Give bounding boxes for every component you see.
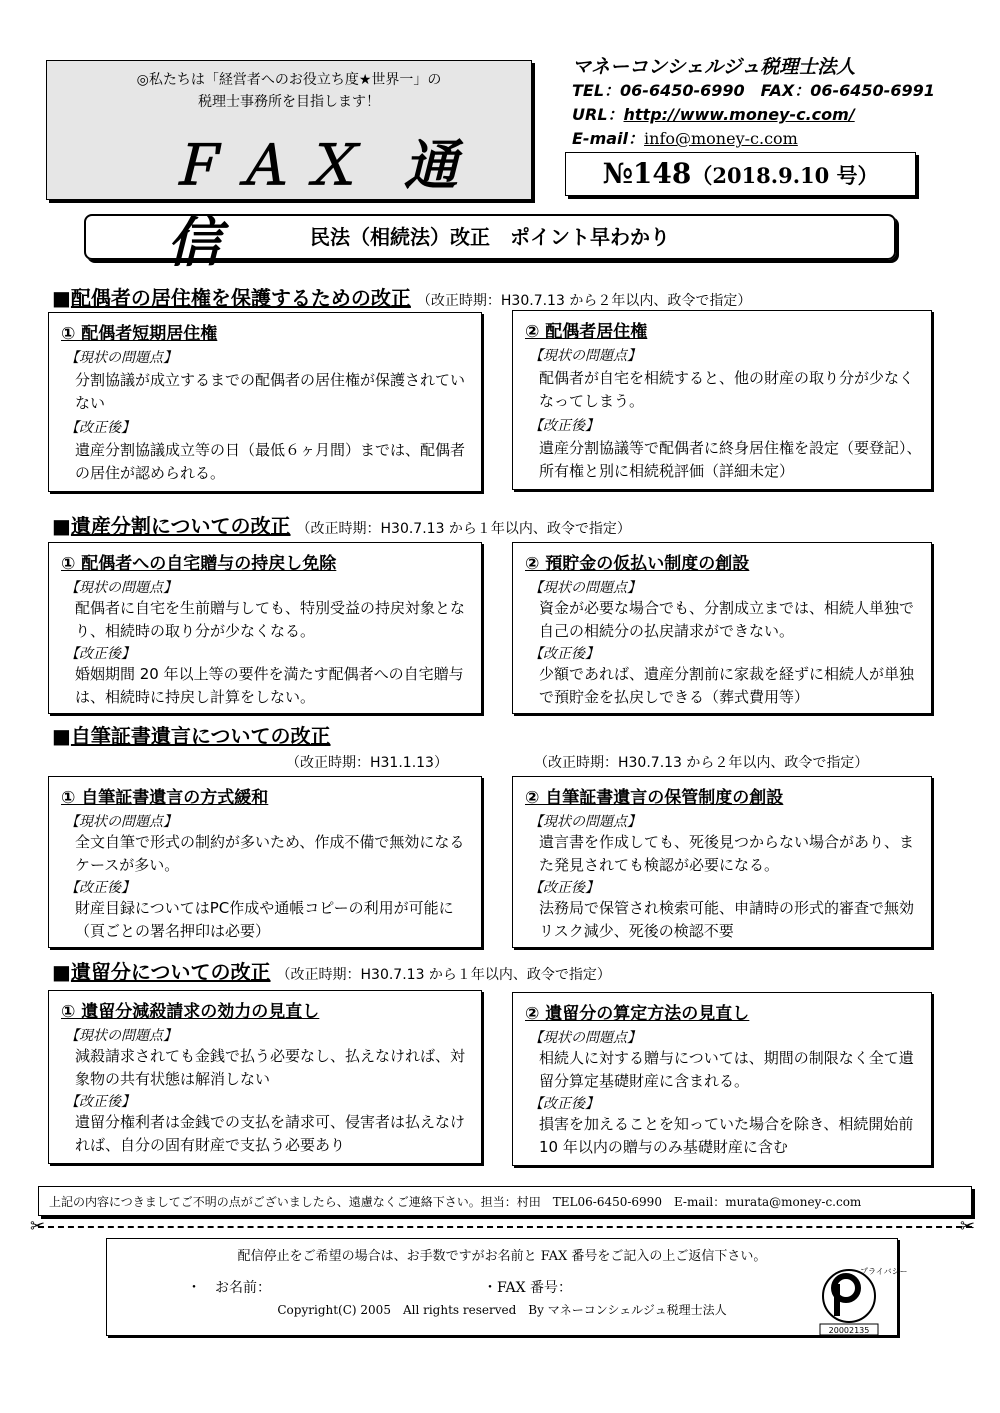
email-line [572,126,798,149]
url-line [572,102,855,125]
section-period-left: （改正時期：H31.1.13） [286,755,448,771]
after-label: 【改正後】 [65,646,135,662]
problem-label: 【現状の問題点】 [65,350,177,366]
section-title: 配偶者の居住権を保護するための改正 [70,286,411,310]
fax-title: ＦＡＸ 通信 [167,134,472,274]
card-title: ① 遺留分減殺請求の効力の見直し [61,1002,320,1022]
tel-fax: TEL：06-6450-6990 FAX：06-6450-6991 [572,81,935,100]
card-title: ② 預貯金の仮払い制度の創設 [525,554,750,574]
card-title: ① 自筆証書遺言の方式緩和 [61,788,269,808]
card-title: ② 遺留分の算定方法の見直し [525,1004,750,1024]
card [512,992,932,1166]
url-link[interactable]: http://www.money-c.com/ [623,105,855,124]
section-heading: ■遺産分割についての改正 （改正時期：H30.7.13 から１年以内、政令で指定） [52,514,631,538]
problem-label: 【現状の問題点】 [529,1030,641,1046]
issue-date: （2018.9.10 号） [691,163,879,188]
problem-label: 【現状の問題点】 [65,1028,177,1044]
after-text: 遺産分割協議等で配偶者に終身居住権を設定（要登記）、所有権と別に相続税評価（詳細未定） [539,439,922,480]
after-text: 損害を加えることを知っていた場合を除き、相続開始前 10 年以内の贈与のみ基礎財産に含む [539,1115,914,1156]
copyright: Copyright(C) 2005 All rights reserved By マネーコンシェルジュ税理士法人 [277,1303,727,1317]
problem-label: 【現状の問題点】 [529,814,641,830]
section-title: 遺留分についての改正 [70,960,271,984]
card [512,310,932,490]
after-text: 遺産分割協議成立等の日（最低６ヶ月間）までは、配偶者の居住が認められる。 [75,441,466,482]
unsubscribe-text: 配信停止をご希望の場合は、お手数ですがお名前と FAX 番号をご記入の上ご返信下さい。 [237,1249,767,1264]
after-text: 法務局で保管され検索可能、申請時の形式的審査で無効リスク減少、死後の検認不要 [539,899,915,940]
scissors-icon: ✂ [30,1216,46,1237]
card [48,542,482,714]
after-label: 【改正後】 [65,1094,135,1110]
card-title: ① 配偶者短期居住権 [61,324,218,344]
fax-field-label[interactable]: ・FAX 番号： [483,1280,573,1296]
problem-text: 遺言書を作成しても、死後見つからない場合があり、また発見されても検認が必要になる。 [539,833,915,874]
problem-text: 分割協議が成立するまでの配偶者の居住権が保護されていない [75,371,466,412]
problem-label: 【現状の問題点】 [65,814,177,830]
after-text: 財産目録についてはPC作成や通帳コピーの利用が可能に（頁ごとの署名押印は必要） [75,899,454,940]
section-heading: ■遺留分についての改正 （改正時期：H30.7.13 から１年以内、政令で指定） [52,960,611,984]
slogan-line-2: 税理士事務所を目指します！ [198,94,380,110]
section-title: 自筆証書遺言についての改正 [70,724,331,748]
card [48,776,482,948]
card-title: ① 配偶者への自宅贈与の持戻し免除 [61,554,337,574]
name-field-label[interactable]: ・ お名前： [187,1280,271,1296]
problem-label: 【現状の問題点】 [529,348,641,364]
section-period: （改正時期：H30.7.13 から１年以内、政令で指定） [276,967,611,983]
unsubscribe-box [106,1238,898,1336]
card [512,542,932,714]
contact-bar: 上記の内容につきましてご不明の点がございましたら、遠慮なくご連絡下さい。担当：村田 TEL06-6450-6990 E-mail：murata@money-c.com [38,1186,972,1216]
firm-name: マネーコンシェルジュ税理士法人 [572,56,856,78]
slogan-line-1: ◎私たちは「経営者へのお役立ち度★世界一」の [136,72,442,88]
card-title: ② 配偶者居住権 [525,322,648,342]
problem-text: 減殺請求されても金銭で払う必要なし、払えなければ、対象物の共有状態は解消しない [75,1047,466,1088]
section-period: （改正時期：H30.7.13 から１年以内、政令で指定） [296,521,631,537]
after-text: 婚姻期間 20 年以上等の要件を満たす配偶者への自宅贈与は、相続時に持戻し計算をしない。 [75,665,464,706]
card [512,776,932,948]
problem-text: 資金が必要な場合でも、分割成立までは、相続人単独で自己の相続分の払戻請求ができない。 [539,599,915,640]
after-label: 【改正後】 [529,418,599,434]
section-period: （改正時期：H30.7.13 から２年以内、政令で指定） [416,293,752,309]
url-label: URL： [572,105,624,124]
section-title: 遺産分割についての改正 [70,514,291,538]
scissors-icon: ✂ [960,1216,976,1237]
section-heading: ■自筆証書遺言についての改正 [52,724,331,748]
slogan [47,69,531,113]
after-text: 遺留分権利者は金銭での支払を請求可、侵害者は払えなければ、自分の固有財産で支払う必要あり [75,1113,466,1154]
problem-label: 【現状の問題点】 [529,580,641,596]
section-period-right: （改正時期：H30.7.13 から２年以内、政令で指定） [534,755,869,771]
pmark-number: 20002135 [828,1326,870,1335]
after-label: 【改正後】 [529,1096,599,1112]
problem-text: 相続人に対する贈与については、期間の制限なく全て遺留分算定基礎財産に含まれる。 [539,1049,914,1090]
after-text: 少額であれば、遺産分割前に家裁を経ずに相続人が単独で預貯金を払戻しできる（葬式費用等） [539,665,915,706]
problem-text: 配偶者が自宅を相続すると、他の財産の取り分が少なくなってしまう。 [539,369,915,410]
issue-box [565,152,916,196]
section-heading: ■配偶者の居住権を保護するための改正 （改正時期：H30.7.13 から２年以内、政令で指定） [52,286,752,310]
issue-number: №148 [602,157,692,190]
privacy-mark-icon [814,1262,908,1336]
pmark-text: プライバシー [860,1267,908,1276]
problem-text: 全文自筆で形式の制約が多いため、作成不備で無効になるケースが多い。 [75,833,465,874]
problem-text: 配偶者に自宅を生前贈与しても、特別受益の持戻対象となり、相続時の取り分が少なくなる。 [75,599,466,640]
headline: 民法（相続法）改正 ポイント早わかり [84,214,896,260]
card-title: ② 自筆証書遺言の保管制度の創設 [525,788,784,808]
cut-line [38,1226,972,1228]
card [48,312,482,492]
after-label: 【改正後】 [529,646,599,662]
after-label: 【改正後】 [65,880,135,896]
card [48,990,482,1164]
problem-label: 【現状の問題点】 [65,580,177,596]
after-label: 【改正後】 [529,880,599,896]
email-link[interactable]: info@money-c.com [644,129,798,148]
email-label: E-mail： [572,129,645,148]
after-label: 【改正後】 [65,420,135,436]
